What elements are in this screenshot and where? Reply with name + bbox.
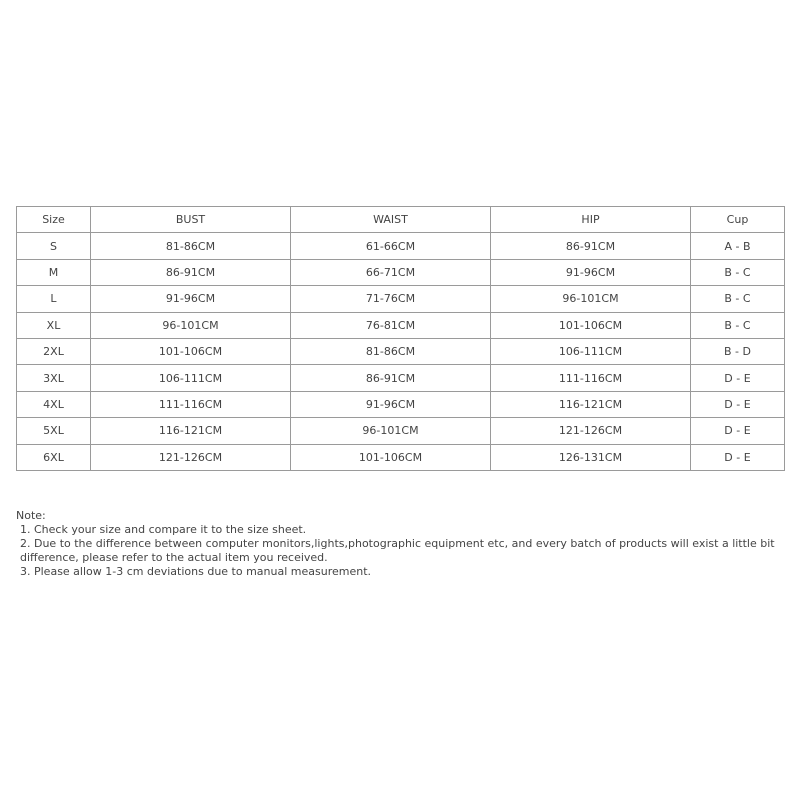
cell-bust: 121-126CM	[91, 444, 291, 470]
cell-cup: D - E	[691, 418, 785, 444]
cell-size: M	[17, 259, 91, 285]
cell-bust: 111-116CM	[91, 391, 291, 417]
table-row	[17, 286, 785, 312]
table-row	[17, 233, 785, 259]
notes-section	[16, 509, 794, 579]
header-cup: Cup	[691, 207, 785, 233]
table-row	[17, 418, 785, 444]
cell-waist: 66-71CM	[291, 259, 491, 285]
cell-cup: B - C	[691, 312, 785, 338]
notes-title: Note:	[16, 509, 46, 522]
cell-waist: 61-66CM	[291, 233, 491, 259]
cell-bust: 116-121CM	[91, 418, 291, 444]
table-row	[17, 338, 785, 364]
cell-waist: 76-81CM	[291, 312, 491, 338]
cell-size: 2XL	[17, 338, 91, 364]
cell-bust: 86-91CM	[91, 259, 291, 285]
cell-size: XL	[17, 312, 91, 338]
cell-hip: 121-126CM	[491, 418, 691, 444]
cell-hip: 86-91CM	[491, 233, 691, 259]
cell-hip: 116-121CM	[491, 391, 691, 417]
cell-cup: D - E	[691, 365, 785, 391]
cell-waist: 96-101CM	[291, 418, 491, 444]
cell-cup: B - D	[691, 338, 785, 364]
table-row	[17, 391, 785, 417]
cell-size: 5XL	[17, 418, 91, 444]
header-bust: BUST	[91, 207, 291, 233]
cell-cup: B - C	[691, 259, 785, 285]
note-item-1: 1. Check your size and compare it to the size sheet.	[20, 523, 307, 536]
cell-size: L	[17, 286, 91, 312]
cell-waist: 81-86CM	[291, 338, 491, 364]
cell-cup: A - B	[691, 233, 785, 259]
header-waist: WAIST	[291, 207, 491, 233]
cell-size: S	[17, 233, 91, 259]
cell-cup: D - E	[691, 391, 785, 417]
cell-bust: 101-106CM	[91, 338, 291, 364]
size-chart-table	[16, 206, 785, 471]
table-row	[17, 312, 785, 338]
cell-bust: 81-86CM	[91, 233, 291, 259]
note-item-3: 3. Please allow 1-3 cm deviations due to manual measurement.	[20, 565, 372, 578]
header-size: Size	[17, 207, 91, 233]
header-hip: HIP	[491, 207, 691, 233]
cell-hip: 91-96CM	[491, 259, 691, 285]
cell-waist: 101-106CM	[291, 444, 491, 470]
table-row	[17, 259, 785, 285]
cell-waist: 71-76CM	[291, 286, 491, 312]
cell-cup: D - E	[691, 444, 785, 470]
cell-hip: 111-116CM	[491, 365, 691, 391]
cell-cup: B - C	[691, 286, 785, 312]
cell-hip: 106-111CM	[491, 338, 691, 364]
cell-hip: 96-101CM	[491, 286, 691, 312]
cell-bust: 106-111CM	[91, 365, 291, 391]
cell-size: 4XL	[17, 391, 91, 417]
cell-hip: 101-106CM	[491, 312, 691, 338]
cell-waist: 86-91CM	[291, 365, 491, 391]
cell-size: 6XL	[17, 444, 91, 470]
table-header-row	[17, 207, 785, 233]
cell-bust: 91-96CM	[91, 286, 291, 312]
cell-size: 3XL	[17, 365, 91, 391]
table-row	[17, 365, 785, 391]
table-row	[17, 444, 785, 470]
cell-waist: 91-96CM	[291, 391, 491, 417]
cell-hip: 126-131CM	[491, 444, 691, 470]
cell-bust: 96-101CM	[91, 312, 291, 338]
note-item-2: 2. Due to the difference between computer monitors,lights,photographic equipment etc, and every batch of products will exist a little bit difference, please refer to the actual item you received.	[20, 537, 775, 564]
